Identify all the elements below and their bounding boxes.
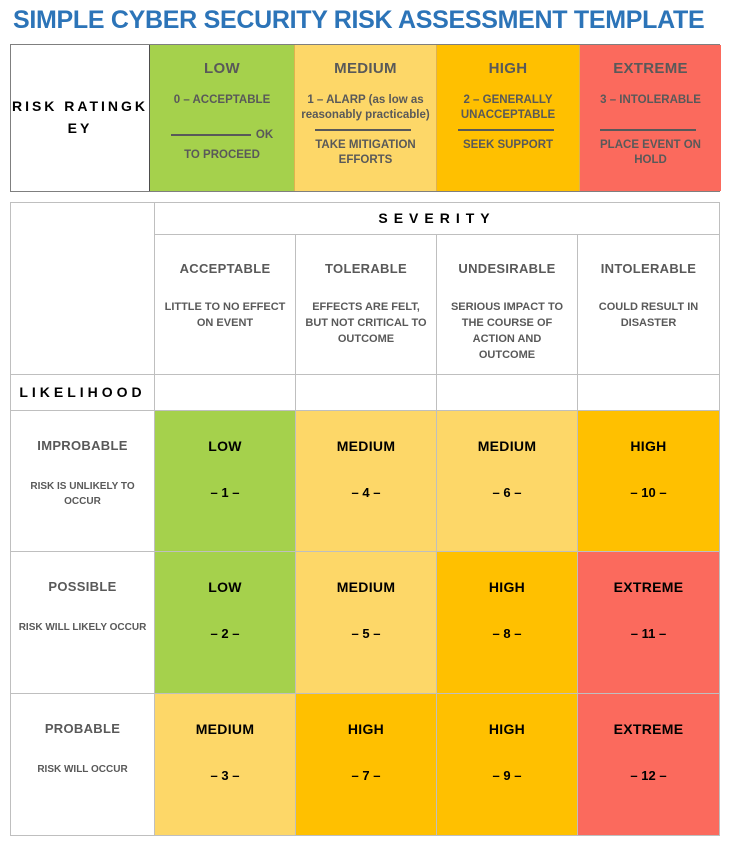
likelihood-name: IMPROBABLE: [37, 437, 128, 453]
key-definition: 0 – ACCEPTABLE: [173, 93, 271, 106]
matrix-cell-improbable-tolerable: [296, 411, 436, 551]
cell-risk-level: HIGH: [488, 720, 526, 737]
key-level-label: MEDIUM: [334, 59, 397, 77]
risk-rating-key-label-line2: EY: [67, 119, 93, 136]
severity-description: COULD RESULT IN DISASTER: [598, 300, 699, 329]
matrix-cell-probable-tolerable: [296, 694, 436, 835]
severity-description: EFFECTS ARE FELT, BUT NOT CRITICAL TO OUTCOME: [305, 300, 427, 345]
severity-header: SEVERITY: [155, 203, 719, 234]
matrix-cell-improbable-acceptable: [155, 411, 295, 551]
key-definition: 3 – INTOLERABLE: [600, 93, 701, 106]
row-label-possible: [11, 552, 154, 693]
severity-name: TOLERABLE: [325, 260, 407, 276]
key-action: SEEK SUPPORT: [462, 138, 554, 151]
likelihood-name: POSSIBLE: [48, 578, 117, 594]
key-level-label: EXTREME: [613, 59, 688, 77]
cell-risk-score: – 7 –: [351, 767, 381, 783]
likelihood-description: RISK WILL LIKELY OCCUR: [18, 621, 147, 633]
cell-risk-level: EXTREME: [613, 720, 684, 737]
cell-risk-level: MEDIUM: [336, 437, 396, 454]
severity-col-tolerable: [296, 235, 436, 374]
cell-risk-level: LOW: [208, 578, 242, 595]
matrix-cell-improbable-undesirable: [437, 411, 577, 551]
cell-risk-score: – 8 –: [492, 625, 522, 641]
key-divider-line: [458, 129, 554, 131]
cell-risk-score: – 3 –: [210, 767, 240, 783]
cell-risk-level: MEDIUM: [336, 578, 396, 595]
key-divider-suffix: OK: [255, 128, 274, 141]
cell-risk-score: – 12 –: [630, 767, 667, 783]
cell-risk-score: – 10 –: [630, 484, 667, 500]
page-title: SIMPLE CYBER SECURITY RISK ASSESSMENT TEMPLATE: [13, 6, 705, 34]
cell-risk-score: – 4 –: [351, 484, 381, 500]
matrix-cell-possible-acceptable: [155, 552, 295, 693]
key-cell-low: [150, 45, 294, 191]
risk-rating-key-table: [10, 44, 720, 192]
hatch-spacer-cell: [437, 375, 577, 410]
row-label-improbable: [11, 411, 154, 551]
key-action: PLACE EVENT ON HOLD: [600, 138, 701, 167]
key-definition: 2 – GENERALLY UNACCEPTABLE: [460, 93, 556, 121]
severity-col-acceptable: [155, 235, 295, 374]
key-divider-line: [600, 129, 696, 131]
cell-risk-score: – 6 –: [492, 484, 522, 500]
key-level-label: LOW: [204, 59, 240, 77]
matrix-cell-possible-tolerable: [296, 552, 436, 693]
key-definition: 1 – ALARP (as low as reasonably practicable): [301, 93, 430, 121]
likelihood-header: LIKELIHOOD: [11, 375, 154, 410]
hatch-spacer-cell: [155, 375, 295, 410]
row-label-probable: [11, 694, 154, 835]
cell-risk-level: HIGH: [630, 437, 667, 454]
key-cell-extreme: [579, 45, 721, 191]
corner-hatch-cell: [11, 203, 154, 374]
likelihood-name: PROBABLE: [44, 720, 121, 736]
cell-risk-level: EXTREME: [613, 578, 684, 595]
severity-name: ACCEPTABLE: [179, 260, 271, 276]
cell-risk-level: HIGH: [488, 578, 526, 595]
risk-rating-key-label-cell: [11, 45, 150, 191]
cell-risk-level: MEDIUM: [477, 437, 537, 454]
severity-description: LITTLE TO NO EFFECT ON EVENT: [164, 300, 286, 329]
key-action: TAKE MITIGATION EFFORTS: [315, 138, 416, 167]
key-cell-high: [436, 45, 579, 191]
matrix-cell-probable-intolerable: [578, 694, 719, 835]
key-level-label: HIGH: [488, 59, 528, 77]
cell-risk-level: HIGH: [347, 720, 385, 737]
cell-risk-level: MEDIUM: [195, 720, 255, 737]
risk-rating-key-label-line1: RISK RATINGK: [11, 98, 149, 115]
key-cell-medium: [294, 45, 436, 191]
matrix-cell-improbable-intolerable: [578, 411, 719, 551]
cell-risk-score: – 1 –: [210, 484, 240, 500]
matrix-cell-probable-acceptable: [155, 694, 295, 835]
severity-name: INTOLERABLE: [600, 260, 697, 276]
matrix-cell-possible-undesirable: [437, 552, 577, 693]
severity-col-intolerable: [578, 235, 719, 374]
cell-risk-score: – 9 –: [492, 767, 522, 783]
hatch-spacer-cell: [296, 375, 436, 410]
matrix-cell-probable-undesirable: [437, 694, 577, 835]
likelihood-description: RISK IS UNLIKELY TO OCCUR: [30, 480, 135, 507]
key-divider-line: [315, 129, 411, 131]
cell-risk-score: – 5 –: [351, 625, 381, 641]
key-action: TO PROCEED: [184, 148, 260, 161]
severity-col-undesirable: [437, 235, 577, 374]
cell-risk-score: – 2 –: [210, 625, 240, 641]
hatch-spacer-cell: [578, 375, 719, 410]
key-divider-line: [171, 134, 251, 136]
severity-description: SERIOUS IMPACT TO THE COURSE OF ACTION AND OUTCOME: [450, 300, 564, 361]
matrix-cell-possible-intolerable: [578, 552, 719, 693]
likelihood-description: RISK WILL OCCUR: [37, 763, 128, 775]
cell-risk-score: – 11 –: [630, 625, 667, 641]
cell-risk-level: LOW: [208, 437, 242, 454]
risk-matrix-table: [10, 202, 720, 836]
severity-name: UNDESIRABLE: [458, 260, 556, 276]
